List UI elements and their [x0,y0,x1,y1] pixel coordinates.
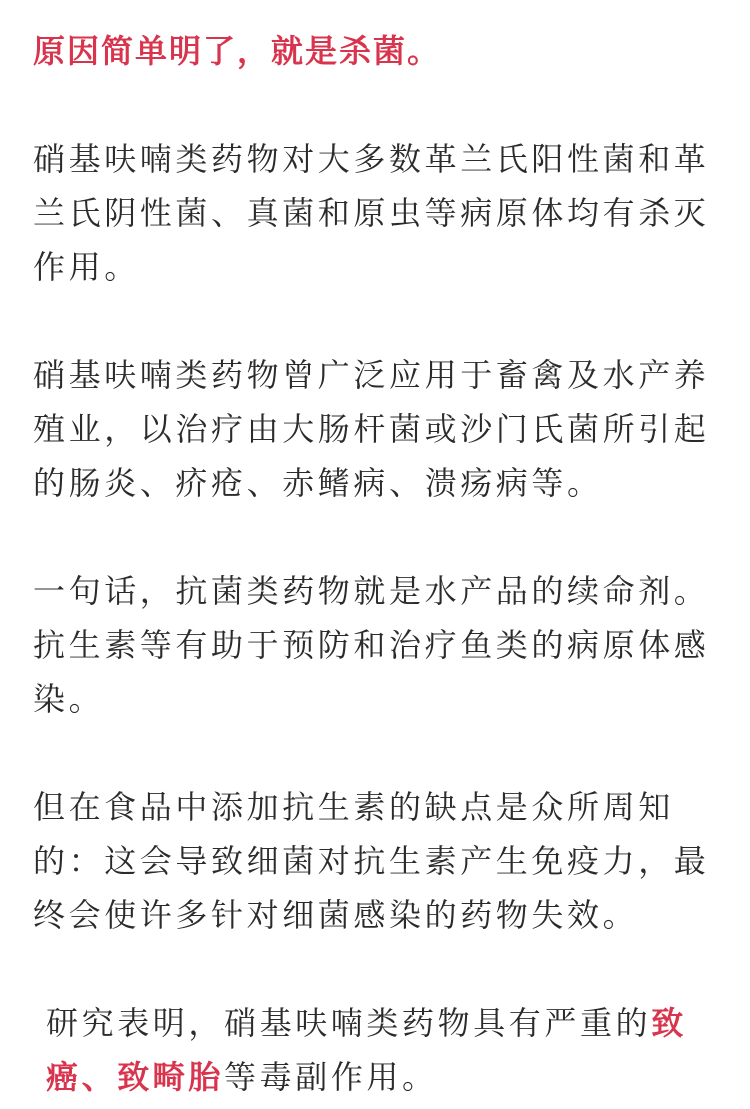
paragraph-spacer [33,78,718,132]
paragraph-spacer [33,726,718,780]
paragraph-nitrofuran-antibacterial: 硝基呋喃类药物对大多数革兰氏阳性菌和革兰氏阴性菌、真菌和原虫等病原体均有杀灭作用。 [33,140,710,286]
paragraph-spacer [33,942,718,996]
paragraph-lifeline-summary: 一句话，抗菌类药物就是水产品的续命剂。抗生素等有助于预防和治疗鱼类的病原体感染。 [33,572,710,718]
article-headline: 原因简单明了，就是杀菌。 [33,32,442,70]
paragraph-spacer [33,294,718,348]
research-emphasis: 致癌、致畸胎 [46,1004,687,1096]
paragraph-spacer [33,510,718,564]
research-text-after: 等毒副作用。 [224,1058,438,1096]
paragraph-nitrofuran-usage: 硝基呋喃类药物曾广泛应用于畜禽及水产养殖业，以治疗由大肠杆菌或沙门氏菌所引起的肠炎、疥疮、赤鳍病、溃疡病等。 [33,356,710,502]
paragraph-research-findings [33,996,718,1104]
paragraph-antibiotic-drawbacks: 但在食品中添加抗生素的缺点是众所周知的：这会导致细菌对抗生素产生免疫力，最终会使许多针对细菌感染的药物失效。 [33,788,710,934]
research-text-before: 研究表明，硝基呋喃类药物具有严重的 [46,1004,652,1042]
